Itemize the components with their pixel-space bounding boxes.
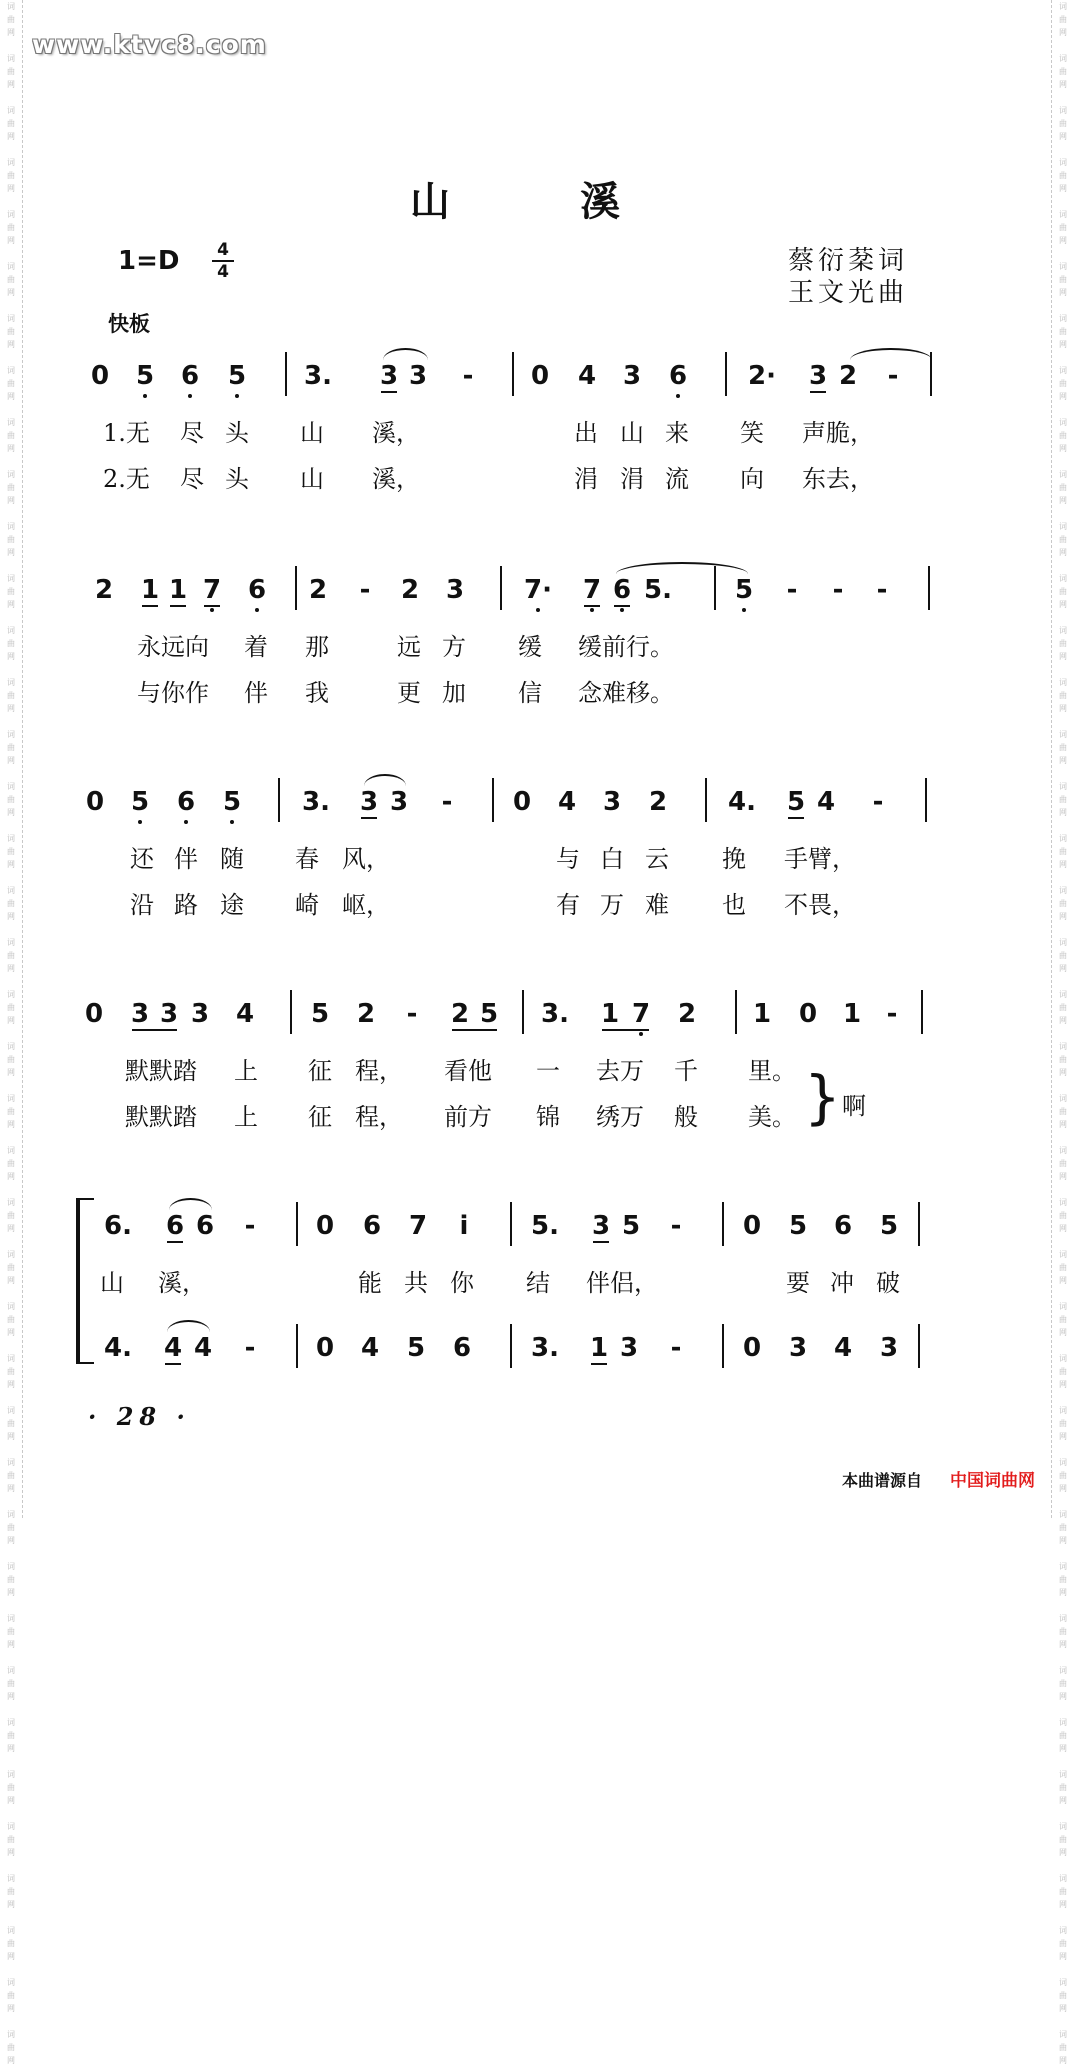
note: 5. — [531, 1211, 559, 1241]
lyric: 途 — [220, 891, 244, 919]
tie-arc — [850, 348, 932, 360]
exclamation-ah: 啊 — [842, 1092, 866, 1120]
note: 3 — [619, 1333, 639, 1363]
note: 3 — [159, 999, 179, 1029]
note: 0 — [530, 361, 550, 391]
lyric: 溪， — [158, 1269, 206, 1297]
lyric: 溪， — [372, 465, 420, 493]
note: 5 — [130, 787, 150, 817]
note: 3 — [602, 787, 622, 817]
lyric: 方 — [442, 633, 466, 661]
note: 5 — [479, 999, 499, 1029]
note: 1 — [168, 575, 188, 605]
beam-underline — [167, 1241, 183, 1243]
lyric: 缓 — [518, 633, 542, 661]
lyric: 征 — [308, 1103, 332, 1131]
lyric: 征 — [308, 1057, 332, 1085]
note: 4 — [235, 999, 255, 1029]
note: 6 — [165, 1211, 185, 1241]
lyric: 能 — [358, 1269, 382, 1297]
beam-underline — [204, 605, 220, 607]
note: 0 — [315, 1211, 335, 1241]
note: 3 — [389, 787, 409, 817]
note: 0 — [315, 1333, 335, 1363]
lyric: 伴 — [174, 845, 198, 873]
note: 4 — [833, 1333, 853, 1363]
lyric: 路 — [174, 891, 198, 919]
note: 5 — [135, 361, 155, 391]
note: - — [359, 575, 371, 605]
lyric: 远 — [397, 633, 421, 661]
title-char-2: 溪 — [580, 178, 620, 225]
lyric: 溪， — [372, 419, 420, 447]
note: 1 — [140, 575, 160, 605]
note: 3. — [541, 999, 569, 1029]
note: - — [462, 361, 474, 391]
left-side-strip: 词 曲 网 词 曲 网 词 曲 网 词 曲 网 词 曲 网 词 曲 网 词 曲 网 词 曲 网 词 曲 网 词 曲 网 词 曲 网 词 曲 网 词 曲 网 词 曲 网 词 曲 网 词 曲 网 词 曲 网 词 曲 网 词 曲 网 词 曲 网 词 曲 网 词 曲 网 词 曲 网 词 曲 网 词 曲 网 词 曲 网 词 曲 网 词 曲 网 词 曲 网 词 曲 网 词 曲 网 词 曲 网 词 曲 网 词 曲 网 词 曲 网 词 曲 网 词 曲 网 词 曲 网 词 曲 网 词 曲 网 — [0, 0, 23, 1518]
lyric: 出 — [574, 419, 598, 447]
note: - — [670, 1211, 682, 1241]
note: 2 — [94, 575, 114, 605]
tie-arc — [364, 774, 406, 786]
lyric: 前方 — [444, 1103, 492, 1131]
lyric: 更 — [397, 679, 421, 707]
lyric: 与 — [556, 845, 580, 873]
note: 7· — [524, 575, 552, 605]
barline — [918, 1324, 920, 1368]
barline — [725, 352, 727, 396]
tie-arc — [169, 1198, 212, 1210]
beam-underline — [170, 605, 186, 607]
lyric: 程， — [355, 1057, 403, 1085]
note: 5 — [227, 361, 247, 391]
lyric: 风， — [342, 845, 390, 873]
note: 0 — [512, 787, 532, 817]
note: 6 — [195, 1211, 215, 1241]
lyric: 随 — [220, 845, 244, 873]
note: 3 — [591, 1211, 611, 1241]
octave-dot — [742, 608, 746, 612]
lyric: 缓前行。 — [578, 633, 674, 661]
octave-dot — [255, 608, 259, 612]
note: 5 — [406, 1333, 426, 1363]
note: 6 — [612, 575, 632, 605]
note: 5 — [879, 1211, 899, 1241]
lyric: 结 — [526, 1269, 550, 1297]
beam-underline — [602, 1029, 649, 1031]
lyric: 挽 — [722, 845, 746, 873]
lyric: 白 — [600, 845, 624, 873]
lyric: 难 — [645, 891, 669, 919]
note: 2 — [648, 787, 668, 817]
lyric: 1.无 — [103, 419, 150, 447]
lyric: 冲 — [830, 1269, 854, 1297]
lyric: 还 — [130, 845, 154, 873]
note: 4 — [557, 787, 577, 817]
beam-underline — [452, 1029, 497, 1031]
lyric: 声脆， — [802, 419, 874, 447]
note: 5. — [644, 575, 672, 605]
beam-underline — [584, 605, 600, 607]
note: 3 — [408, 361, 428, 391]
barline — [722, 1202, 724, 1246]
octave-dot — [590, 608, 594, 612]
lyric: 信 — [518, 679, 542, 707]
note: 3 — [808, 361, 828, 391]
lyric: 锦 — [536, 1103, 560, 1131]
note: 1 — [842, 999, 862, 1029]
lyricist-credit: 蔡衍棻词 — [788, 246, 909, 276]
lyric: 与你作 — [137, 679, 209, 707]
note: 3 — [359, 787, 379, 817]
lyric: 念难移。 — [578, 679, 674, 707]
beam-underline — [142, 605, 158, 607]
octave-dot — [143, 394, 147, 398]
note: 0 — [742, 1211, 762, 1241]
lyric: 程， — [355, 1103, 403, 1131]
system-bracket — [76, 1198, 80, 1364]
note: 3 — [879, 1333, 899, 1363]
note: - — [670, 1333, 682, 1363]
note: 2· — [748, 361, 776, 391]
note: 5 — [786, 787, 806, 817]
barline — [522, 990, 524, 1034]
lyric: 笑 — [740, 419, 764, 447]
key-signature: 1=D — [118, 246, 180, 276]
note: 6 — [833, 1211, 853, 1241]
note: 7 — [582, 575, 602, 605]
beam-underline — [591, 1363, 607, 1365]
lyric: 共 — [404, 1269, 428, 1297]
octave-dot — [676, 394, 680, 398]
note: 6 — [176, 787, 196, 817]
lyric: 伴 — [244, 679, 268, 707]
barline — [722, 1324, 724, 1368]
lyric: 来 — [665, 419, 689, 447]
lyric: 山 — [620, 419, 644, 447]
beam-underline — [132, 1029, 177, 1031]
lyric: 山 — [300, 465, 324, 493]
lyric: 上 — [234, 1057, 258, 1085]
note: 6 — [362, 1211, 382, 1241]
barline — [285, 352, 287, 396]
lyric: 默默踏 — [125, 1057, 197, 1085]
note: 3 — [788, 1333, 808, 1363]
lyric: 要 — [786, 1269, 810, 1297]
note: - — [876, 575, 888, 605]
lyric: 里。 — [748, 1057, 796, 1085]
note: - — [406, 999, 418, 1029]
source-link[interactable]: 中国词曲网 — [950, 1471, 1035, 1491]
note: 5 — [734, 575, 754, 605]
beam-underline — [788, 817, 804, 819]
barline — [500, 566, 502, 610]
octave-dot — [235, 394, 239, 398]
lyric: 看他 — [444, 1057, 492, 1085]
lyric: 涓 — [574, 465, 598, 493]
note: 7 — [631, 999, 651, 1029]
system-bracket-top — [78, 1198, 94, 1200]
lyric: 着 — [244, 633, 268, 661]
verse-brace: } — [804, 1063, 841, 1131]
note: 3 — [190, 999, 210, 1029]
lyric: 般 — [674, 1103, 698, 1131]
lyric: 万 — [600, 891, 624, 919]
lyric: 手臂， — [784, 845, 856, 873]
note: 0 — [85, 787, 105, 817]
note: 3. — [302, 787, 330, 817]
tempo-marking: 快板 — [108, 311, 150, 336]
barline — [492, 778, 494, 822]
time-signature — [212, 240, 234, 282]
note: 3 — [445, 575, 465, 605]
lyric: 有 — [556, 891, 580, 919]
lyric: 头 — [225, 419, 249, 447]
lyric: 沿 — [130, 891, 154, 919]
note: 3. — [531, 1333, 559, 1363]
lyric: 山 — [100, 1269, 124, 1297]
lyric: 千 — [674, 1057, 698, 1085]
barline — [290, 990, 292, 1034]
note: - — [244, 1211, 256, 1241]
lyric: 你 — [450, 1269, 474, 1297]
barline — [921, 990, 923, 1034]
octave-dot — [536, 608, 540, 612]
note: 5 — [621, 1211, 641, 1241]
lyric: 不畏， — [784, 891, 856, 919]
note: 2 — [308, 575, 328, 605]
beam-underline — [165, 1363, 181, 1365]
lyric: 2.无 — [103, 465, 150, 493]
lyric: 我 — [305, 679, 329, 707]
lyric: 云 — [645, 845, 669, 873]
watermark: www.ktvc8.com — [32, 30, 267, 59]
note: 0 — [90, 361, 110, 391]
system-bracket-bottom — [78, 1362, 94, 1364]
note: - — [887, 361, 899, 391]
lyric: 头 — [225, 465, 249, 493]
octave-dot — [184, 820, 188, 824]
note: - — [872, 787, 884, 817]
page-number: · 28 · — [88, 1402, 191, 1431]
note: 3 — [622, 361, 642, 391]
octave-dot — [188, 394, 192, 398]
barline — [735, 990, 737, 1034]
note: 4 — [163, 1333, 183, 1363]
note: 6 — [452, 1333, 472, 1363]
title-char-1: 山 — [410, 178, 450, 225]
beam-underline — [810, 391, 826, 393]
time-bottom: 4 — [212, 260, 234, 282]
beam-underline — [381, 391, 397, 393]
barline — [296, 1202, 298, 1246]
lyric: 上 — [234, 1103, 258, 1131]
note: 3. — [304, 361, 332, 391]
octave-dot — [230, 820, 234, 824]
note: 5 — [788, 1211, 808, 1241]
note: i — [459, 1211, 469, 1241]
barline — [918, 1202, 920, 1246]
note: - — [886, 999, 898, 1029]
note: 7 — [202, 575, 222, 605]
note: 5 — [310, 999, 330, 1029]
note: 0 — [798, 999, 818, 1029]
note: 0 — [84, 999, 104, 1029]
note: 6 — [180, 361, 200, 391]
note: - — [786, 575, 798, 605]
lyric: 涓 — [620, 465, 644, 493]
note: 1 — [600, 999, 620, 1029]
note: 6 — [247, 575, 267, 605]
composer-credit: 王文光曲 — [788, 278, 909, 308]
octave-dot — [639, 1032, 643, 1036]
lyric: 美。 — [748, 1103, 796, 1131]
source-label: 本曲谱源自 — [842, 1471, 923, 1490]
lyric: 一 — [536, 1057, 560, 1085]
note: 4. — [728, 787, 756, 817]
barline — [928, 566, 930, 610]
note: - — [244, 1333, 256, 1363]
beam-underline — [614, 605, 630, 607]
tie-arc — [167, 1320, 210, 1332]
note: 7 — [408, 1211, 428, 1241]
beam-underline — [361, 817, 377, 819]
note: 4 — [816, 787, 836, 817]
barline — [510, 1324, 512, 1368]
barline — [512, 352, 514, 396]
note: 6. — [104, 1211, 132, 1241]
note: 3 — [379, 361, 399, 391]
lyric: 永远向 — [137, 633, 209, 661]
barline — [296, 1324, 298, 1368]
barline — [705, 778, 707, 822]
note: 6 — [668, 361, 688, 391]
lyric: 那 — [305, 633, 329, 661]
octave-dot — [210, 608, 214, 612]
song-title — [410, 170, 620, 227]
right-side-strip: 词 曲 网 词 曲 网 词 曲 网 词 曲 网 词 曲 网 词 曲 网 词 曲 网 词 曲 网 词 曲 网 词 曲 网 词 曲 网 词 曲 网 词 曲 网 词 曲 网 词 曲 网 词 曲 网 词 曲 网 词 曲 网 词 曲 网 词 曲 网 词 曲 网 词 曲 网 词 曲 网 词 曲 网 词 曲 网 词 曲 网 词 曲 网 词 曲 网 词 曲 网 词 曲 网 词 曲 网 词 曲 网 词 曲 网 词 曲 网 词 曲 网 词 曲 网 词 曲 网 词 曲 网 词 曲 网 词 曲 网 — [1051, 0, 1074, 1518]
note: 4. — [104, 1333, 132, 1363]
lyric: 去万 — [596, 1057, 644, 1085]
lyric: 破 — [876, 1269, 900, 1297]
note: 2 — [677, 999, 697, 1029]
octave-dot — [620, 608, 624, 612]
time-top: 4 — [217, 240, 229, 260]
note: - — [832, 575, 844, 605]
barline — [278, 778, 280, 822]
note: 5 — [222, 787, 242, 817]
lyric: 默默踏 — [125, 1103, 197, 1131]
lyric: 春 — [295, 845, 319, 873]
note: 2 — [400, 575, 420, 605]
barline — [295, 566, 297, 610]
note: 4 — [360, 1333, 380, 1363]
lyric: 伴侣， — [586, 1269, 658, 1297]
lyric: 加 — [442, 679, 466, 707]
octave-dot — [138, 820, 142, 824]
note: - — [441, 787, 453, 817]
lyric: 崎 — [295, 891, 319, 919]
tie-arc — [383, 348, 428, 360]
note: 0 — [742, 1333, 762, 1363]
note: 1 — [752, 999, 772, 1029]
note: 3 — [130, 999, 150, 1029]
note: 2 — [450, 999, 470, 1029]
note: 2 — [838, 361, 858, 391]
lyric: 山 — [300, 419, 324, 447]
note: 2 — [356, 999, 376, 1029]
lyric: 流 — [665, 465, 689, 493]
lyric: 向 — [740, 465, 764, 493]
note: 4 — [577, 361, 597, 391]
lyric: 岖， — [342, 891, 390, 919]
note: 4 — [193, 1333, 213, 1363]
barline — [925, 778, 927, 822]
lyric: 尽 — [180, 465, 204, 493]
barline — [510, 1202, 512, 1246]
beam-underline — [593, 1241, 609, 1243]
lyric: 绣万 — [596, 1103, 644, 1131]
lyric: 东去， — [802, 465, 874, 493]
note: 1 — [589, 1333, 609, 1363]
lyric: 也 — [722, 891, 746, 919]
tie-arc — [616, 562, 748, 574]
lyric: 尽 — [180, 419, 204, 447]
